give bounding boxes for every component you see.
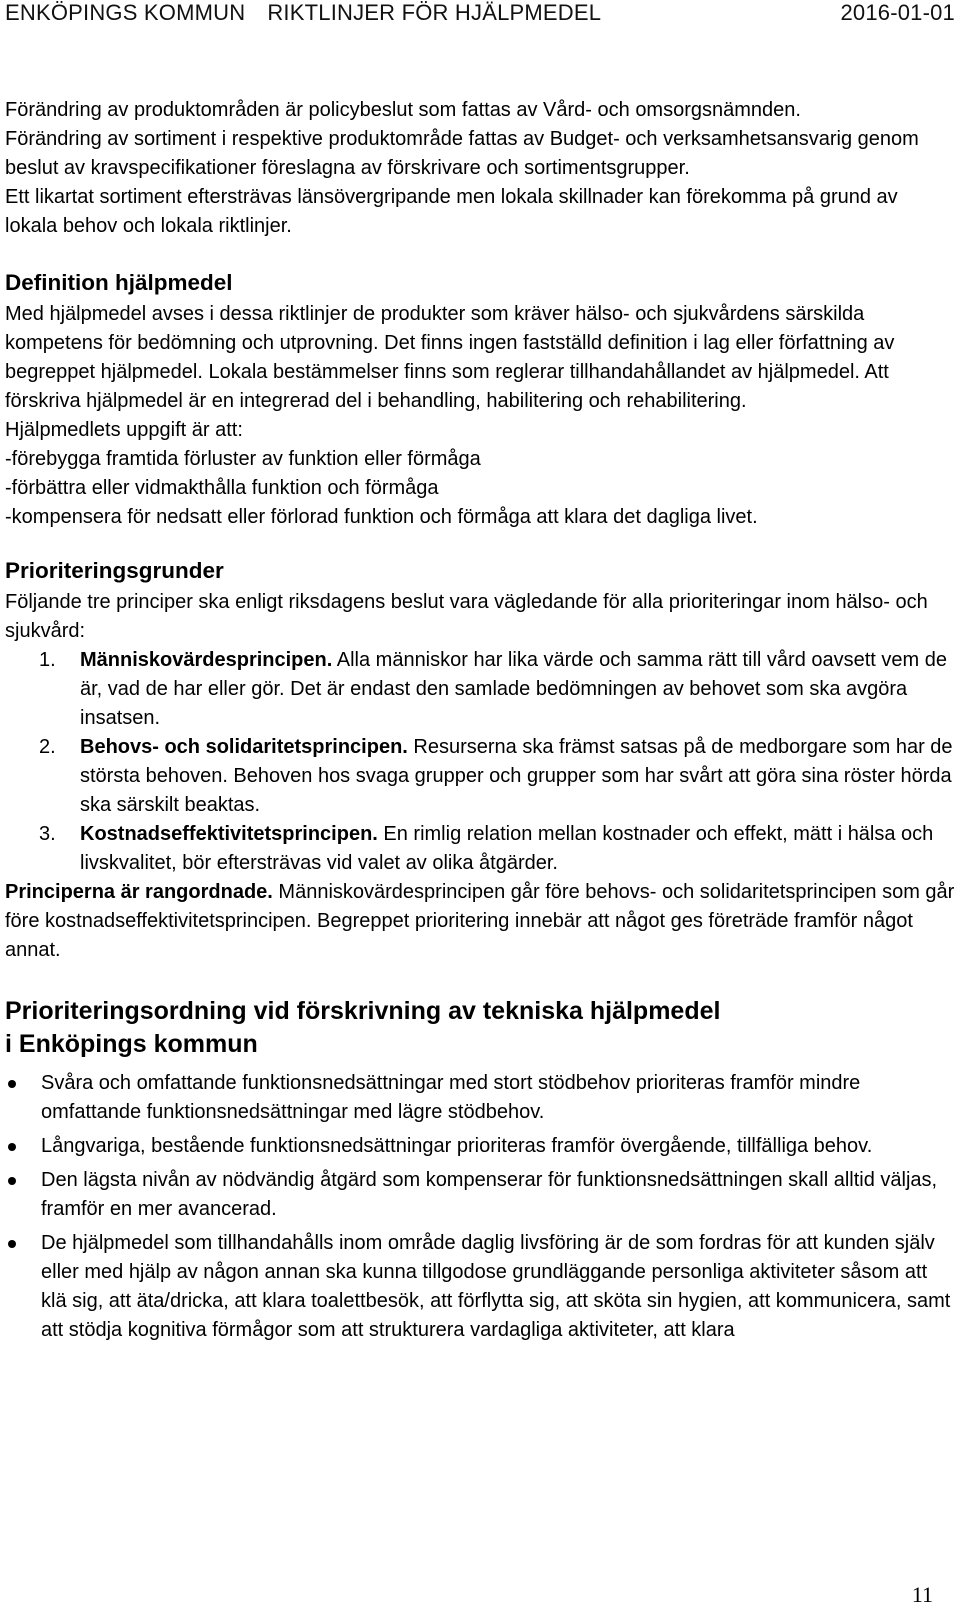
bullet-item [5, 1166, 955, 1224]
intro-paragraph-1: Förändring av produktområden är policybeslut som fattas av Vård- och omsorgsnämnden. [5, 99, 801, 121]
principle-item [5, 820, 955, 878]
intro-paragraph-2: Förändring av sortiment i respektive produktområde fattas av Budget- och verksamhetsansvarig genom beslut av kravspecifikationer föreslagna av förskrivare och sortimentsgrupper. [5, 128, 919, 179]
principle-text: En rimlig relation mellan kostnader och effekt, mätt i hälsa och livskvalitet, bör eftersträvas vid valet av olika åtgärder. [80, 823, 934, 874]
bullet-text: Svåra och omfattande funktionsnedsättningar med stort stödbehov prioriteras framför mindre omfattande funktionsnedsättningar med lägre stödbehov. [41, 1072, 861, 1123]
priorities-heading: Prioriteringsgrunder [5, 558, 224, 583]
principle-title: Människovärdesprincipen. [80, 649, 333, 671]
principle-title: Kostnadseffektivitetsprincipen. [80, 823, 378, 845]
order-heading [5, 995, 955, 1061]
principle-title: Behovs- och solidaritetsprincipen. [80, 736, 408, 758]
order-heading-line2: i Enköpings kommun [5, 1030, 258, 1058]
principle-text: Alla människor har lika värde och samma rätt till vård oavsett vem de är, vad de har eller gör. Det är endast den samlade bedömningen av behovet som ska avgöra insatsen. [80, 649, 947, 729]
order-bullet-list [5, 1069, 955, 1345]
bullet-icon [8, 1080, 16, 1088]
ranked-paragraph [5, 878, 955, 965]
document-body [5, 96, 955, 1350]
header-org: ENKÖPINGS KOMMUN [5, 0, 246, 25]
header-title: RIKTLINJER FÖR HJÄLPMEDEL [267, 0, 602, 25]
bullet-text: Den lägsta nivån av nödvändig åtgärd som kompenserar för funktionsnedsättningen skall alltid väljas, framför en mer avancerad. [41, 1169, 938, 1220]
order-heading-line1: Prioriteringsordning vid förskrivning av tekniska hjälpmedel [5, 997, 721, 1025]
bullet-icon [8, 1177, 16, 1185]
bullet-text: Långvariga, bestående funktionsnedsättningar prioriteras framför övergående, tillfälliga behov. [41, 1135, 873, 1157]
header-left [5, 0, 601, 26]
task-item: -förbättra eller vidmakthålla funktion och förmåga [5, 477, 439, 499]
principle-number: 1. [39, 649, 56, 671]
intro-paragraph-3: Ett likartat sortiment eftersträvas länsövergripande men lokala skillnader kan förekomma på grund av lokala behov och lokala riktlinjer. [5, 186, 898, 237]
bullet-text: De hjälpmedel som tillhandahålls inom område daglig livsföring är de som fordras för att kunden själv eller med hjälp av någon annan ska kunna tillgodose grundläggande personliga aktiviteter såsom att klä sig, att äta/dricka, att klara toalettbesök, att förflytta sig, att sköta sin hygien, att kommunicera, samt att stödja kognitiva förmågor som att strukturera vardagliga aktiviteter, att klara [41, 1232, 951, 1341]
bullet-item [5, 1229, 955, 1345]
principle-item [5, 733, 955, 820]
page-number: 11 [911, 1582, 933, 1607]
header-date: 2016-01-01 [840, 0, 955, 25]
definition-heading: Definition hjälpmedel [5, 270, 233, 295]
definition-task-label: Hjälpmedlets uppgift är att: [5, 419, 243, 441]
bullet-icon [8, 1240, 16, 1248]
principle-item [5, 646, 955, 733]
principle-number: 3. [39, 823, 56, 845]
ranked-text: Människovärdesprincipen går före behovs- och solidaritetsprincipen som går före kostnadseffektivitetsprincipen. Begreppet prioritering innebär att något ges företräde framför något annat. [5, 881, 955, 961]
task-item: -kompensera för nedsatt eller förlorad funktion och förmåga att klara det dagliga livet. [5, 506, 758, 528]
ranked-bold: Principerna är rangordnade. [5, 881, 273, 903]
principle-text: Resurserna ska främst satsas på de medborgare som har de största behoven. Behoven hos svaga grupper och grupper som har svårt att göra sina röster hörda ska särskilt beaktas. [80, 736, 953, 816]
bullet-item [5, 1132, 955, 1161]
principles-list [5, 646, 955, 878]
priorities-intro: Följande tre principer ska enligt riksdagens beslut vara vägledande för alla prioriteringar inom hälso- och sjukvård: [5, 591, 928, 642]
bullet-item [5, 1069, 955, 1127]
page-header [5, 0, 955, 32]
definition-body: Med hjälpmedel avses i dessa riktlinjer de produkter som kräver hälso- och sjukvårdens särskilda kompetens för bedömning och utprovning. Det finns ingen fastställd definition i lag eller författning av begreppet hjälpmedel. Lokala bestämmelser finns som reglerar tillhandahållandet av hjälpmedel. Att förskriva hjälpmedel är en integrerad del i behandling, habilitering och rehabilitering. [5, 303, 895, 412]
principle-number: 2. [39, 736, 56, 758]
task-item: -förebygga framtida förluster av funktion eller förmåga [5, 448, 481, 470]
bullet-icon [8, 1143, 16, 1151]
